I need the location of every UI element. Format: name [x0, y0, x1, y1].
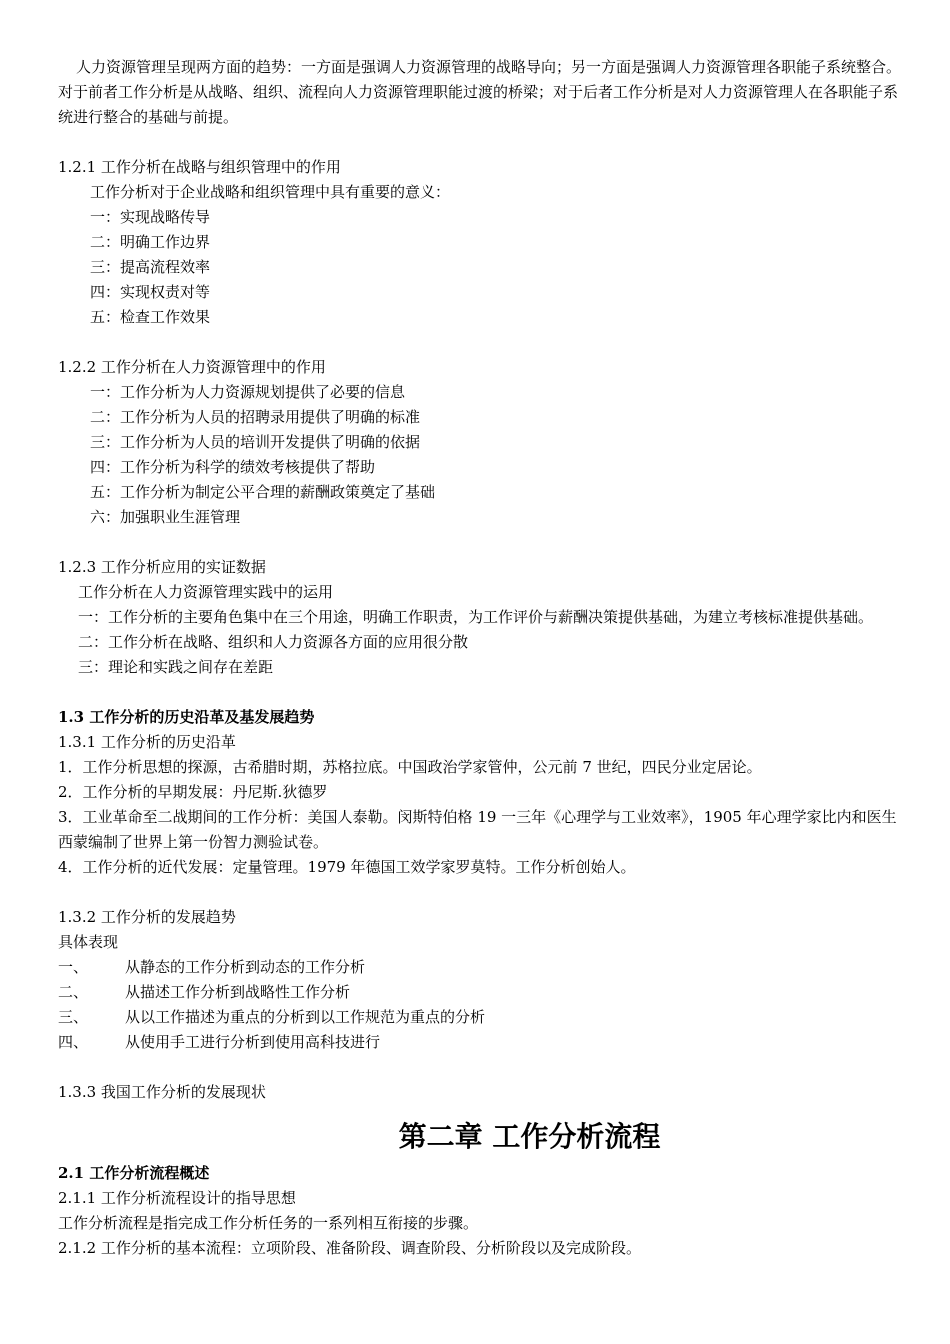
- section-1-3-2-heading: 1.3.2 工作分析的发展趋势: [58, 908, 236, 926]
- trend-number: 四、: [58, 1033, 89, 1051]
- trend-text: 从使用手工进行分析到使用高科技进行: [125, 1033, 381, 1051]
- list-item: 四：工作分析为科学的绩效考核提供了帮助: [90, 458, 376, 476]
- spacer: [58, 530, 906, 555]
- trend-number: 二、: [58, 983, 89, 1001]
- history-item: 1．工作分析思想的探源，古希腊时期，苏格拉底。中国政治学家管仲，公元前 7 世纪，四民分业定居论。: [58, 758, 762, 776]
- trend-item: [58, 955, 906, 980]
- history-item: 2．工作分析的早期发展：丹尼斯.狄德罗: [58, 783, 328, 801]
- trend-item: [58, 1005, 906, 1030]
- trend-item: [58, 980, 906, 1005]
- trend-lead: 具体表现: [58, 933, 119, 951]
- list-item: 五：工作分析为制定公平合理的薪酬政策奠定了基础: [90, 483, 436, 501]
- list-item: 一：实现战略传导: [90, 208, 211, 226]
- list-item: 四：实现权责对等: [90, 283, 211, 301]
- trend-item: [58, 1030, 906, 1055]
- list-item: 二：明确工作边界: [90, 233, 211, 251]
- list-item: 五：检查工作效果: [90, 308, 211, 326]
- section-1-2-1-heading: 1.2.1 工作分析在战略与组织管理中的作用: [58, 158, 341, 176]
- trend-number: 一、: [58, 958, 89, 976]
- section-1-2-2-heading: 1.2.2 工作分析在人力资源管理中的作用: [58, 358, 326, 376]
- spacer: [58, 680, 906, 705]
- document-body: [58, 55, 906, 1261]
- trend-text: 从以工作描述为重点的分析到以工作规范为重点的分析: [125, 1008, 486, 1026]
- list-item: 六：加强职业生涯管理: [90, 508, 241, 526]
- list-item: 二：工作分析为人员的招聘录用提供了明确的标准: [90, 408, 421, 426]
- spacer: [58, 130, 906, 155]
- section-1-2-1-lead: 工作分析对于企业战略和组织管理中具有重要的意义：: [90, 183, 451, 201]
- section-1-2-3-lead: 工作分析在人力资源管理实践中的运用: [78, 583, 334, 601]
- spacer: [58, 330, 906, 355]
- section-2-1-1-text: 工作分析流程是指完成工作分析任务的一系列相互衔接的步骤。: [58, 1214, 479, 1232]
- spacer: [58, 1055, 906, 1080]
- section-1-3-heading: 1.3 工作分析的历史沿革及基发展趋势: [58, 708, 315, 726]
- intro-paragraph: 人力资源管理呈现两方面的趋势：一方面是强调人力资源管理的战略导向；另一方面是强调人力资源管理各职能子系统整合。对于前者工作分析是从战略、组织、流程向人力资源管理职能过渡的桥梁；对于后者工作分析是对人力资源管理人在各职能子系统进行整合的基础与前提。: [58, 58, 902, 126]
- list-item: 三：提高流程效率: [90, 258, 211, 276]
- trend-number: 三、: [58, 1008, 89, 1026]
- trend-text: 从描述工作分析到战略性工作分析: [125, 983, 351, 1001]
- spacer: [58, 880, 906, 905]
- history-item: 3．工业革命至二战期间的工作分析：美国人泰勒。闵斯特伯格 19 一三年《心理学与工业效率》，1905 年心理学家比内和医生西蒙编制了世界上第一份智力测验试卷。: [58, 808, 897, 851]
- chapter-title: 第二章 工作分析流程: [398, 1120, 661, 1153]
- list-item: 一：工作分析为人力资源规划提供了必要的信息: [90, 383, 406, 401]
- section-2-1-1-heading: 2.1.1 工作分析流程设计的指导思想: [58, 1189, 296, 1207]
- trend-text: 从静态的工作分析到动态的工作分析: [125, 958, 366, 976]
- section-1-3-3-heading: 1.3.3 我国工作分析的发展现状: [58, 1083, 266, 1101]
- section-1-3-1-heading: 1.3.1 工作分析的历史沿革: [58, 733, 236, 751]
- section-2-1-2-text: 2.1.2 工作分析的基本流程：立项阶段、准备阶段、调查阶段、分析阶段以及完成阶段。: [58, 1239, 641, 1257]
- list-item: 一：工作分析的主要角色集中在三个用途，明确工作职责，为工作评价与薪酬决策提供基础，为建立考核标准提供基础。: [78, 608, 874, 626]
- list-item: 二：工作分析在战略、组织和人力资源各方面的应用很分散: [78, 633, 469, 651]
- section-1-2-3-heading: 1.2.3 工作分析应用的实证数据: [58, 558, 266, 576]
- section-2-1-heading: 2.1 工作分析流程概述: [58, 1164, 210, 1182]
- list-item: 三：理论和实践之间存在差距: [78, 658, 274, 676]
- history-item: 4．工作分析的近代发展：定量管理。1979 年德国工效学家罗莫特。工作分析创始人。: [58, 858, 636, 876]
- list-item: 三：工作分析为人员的培训开发提供了明确的依据: [90, 433, 421, 451]
